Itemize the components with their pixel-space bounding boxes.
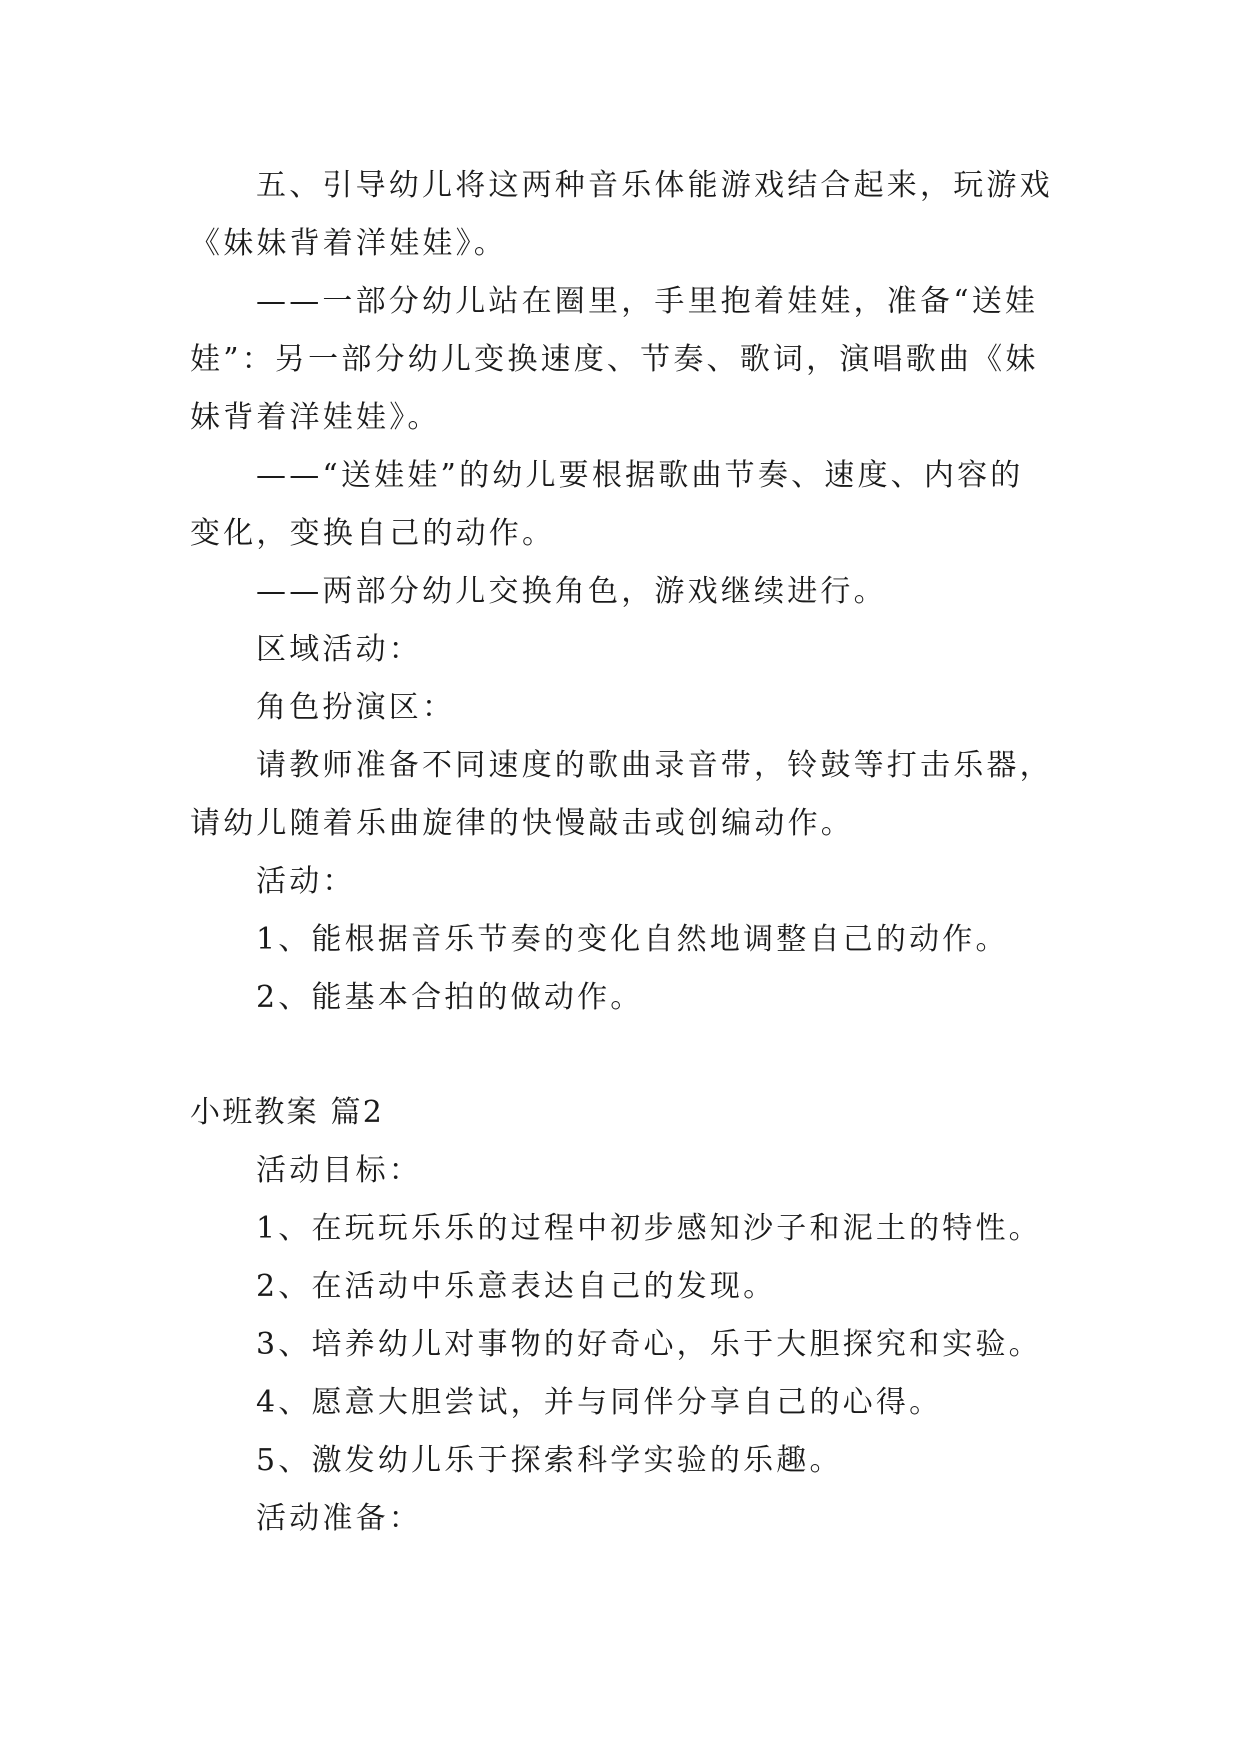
paragraph-line: 变化，变换自己的动作。 xyxy=(190,516,556,551)
list-item: 1、在玩玩乐乐的过程中初步感知沙子和泥土的特性。 xyxy=(256,1211,1042,1246)
paragraph-line: 请教师准备不同速度的歌曲录音带，铃鼓等打击乐器， xyxy=(256,748,1053,783)
paragraph-line: ——“送娃娃”的幼儿要根据歌曲节奏、速度、内容的 xyxy=(256,458,1024,493)
list-item: 4、愿意大胆尝试，并与同伴分享自己的心得。 xyxy=(256,1385,943,1420)
subheading: 角色扮演区： xyxy=(256,690,456,725)
subheading: 活动： xyxy=(256,864,356,899)
list-item: 3、培养幼儿对事物的好奇心，乐于大胆探究和实验。 xyxy=(256,1327,1042,1362)
paragraph-line: 请幼儿随着乐曲旋律的快慢敲击或创编动作。 xyxy=(190,806,854,841)
subheading: 活动目标： xyxy=(256,1153,422,1188)
paragraph-line: ——两部分幼儿交换角色，游戏继续进行。 xyxy=(256,574,887,609)
paragraph-line: 娃”：另一部分幼儿变换速度、节奏、歌词，演唱歌曲《妹 xyxy=(190,342,1039,377)
list-item: 2、能基本合拍的做动作。 xyxy=(256,980,644,1015)
paragraph-line: 五、引导幼儿将这两种音乐体能游戏结合起来，玩游戏 xyxy=(256,168,1053,203)
list-item: 5、激发幼儿乐于探索科学实验的乐趣。 xyxy=(256,1443,843,1478)
paragraph-line: 《妹妹背着洋娃娃》。 xyxy=(190,226,507,261)
paragraph-line: ——一部分幼儿站在圈里，手里抱着娃娃，准备“送娃 xyxy=(256,284,1039,319)
subheading: 区域活动： xyxy=(256,632,422,667)
paragraph-line: 妹背着洋娃娃》。 xyxy=(190,400,441,435)
list-item: 1、能根据音乐节奏的变化自然地调整自己的动作。 xyxy=(256,922,1009,957)
section-title: 小班教案 篇2 xyxy=(190,1095,385,1130)
subheading: 活动准备： xyxy=(256,1501,422,1536)
list-item: 2、在活动中乐意表达自己的发现。 xyxy=(256,1269,777,1304)
